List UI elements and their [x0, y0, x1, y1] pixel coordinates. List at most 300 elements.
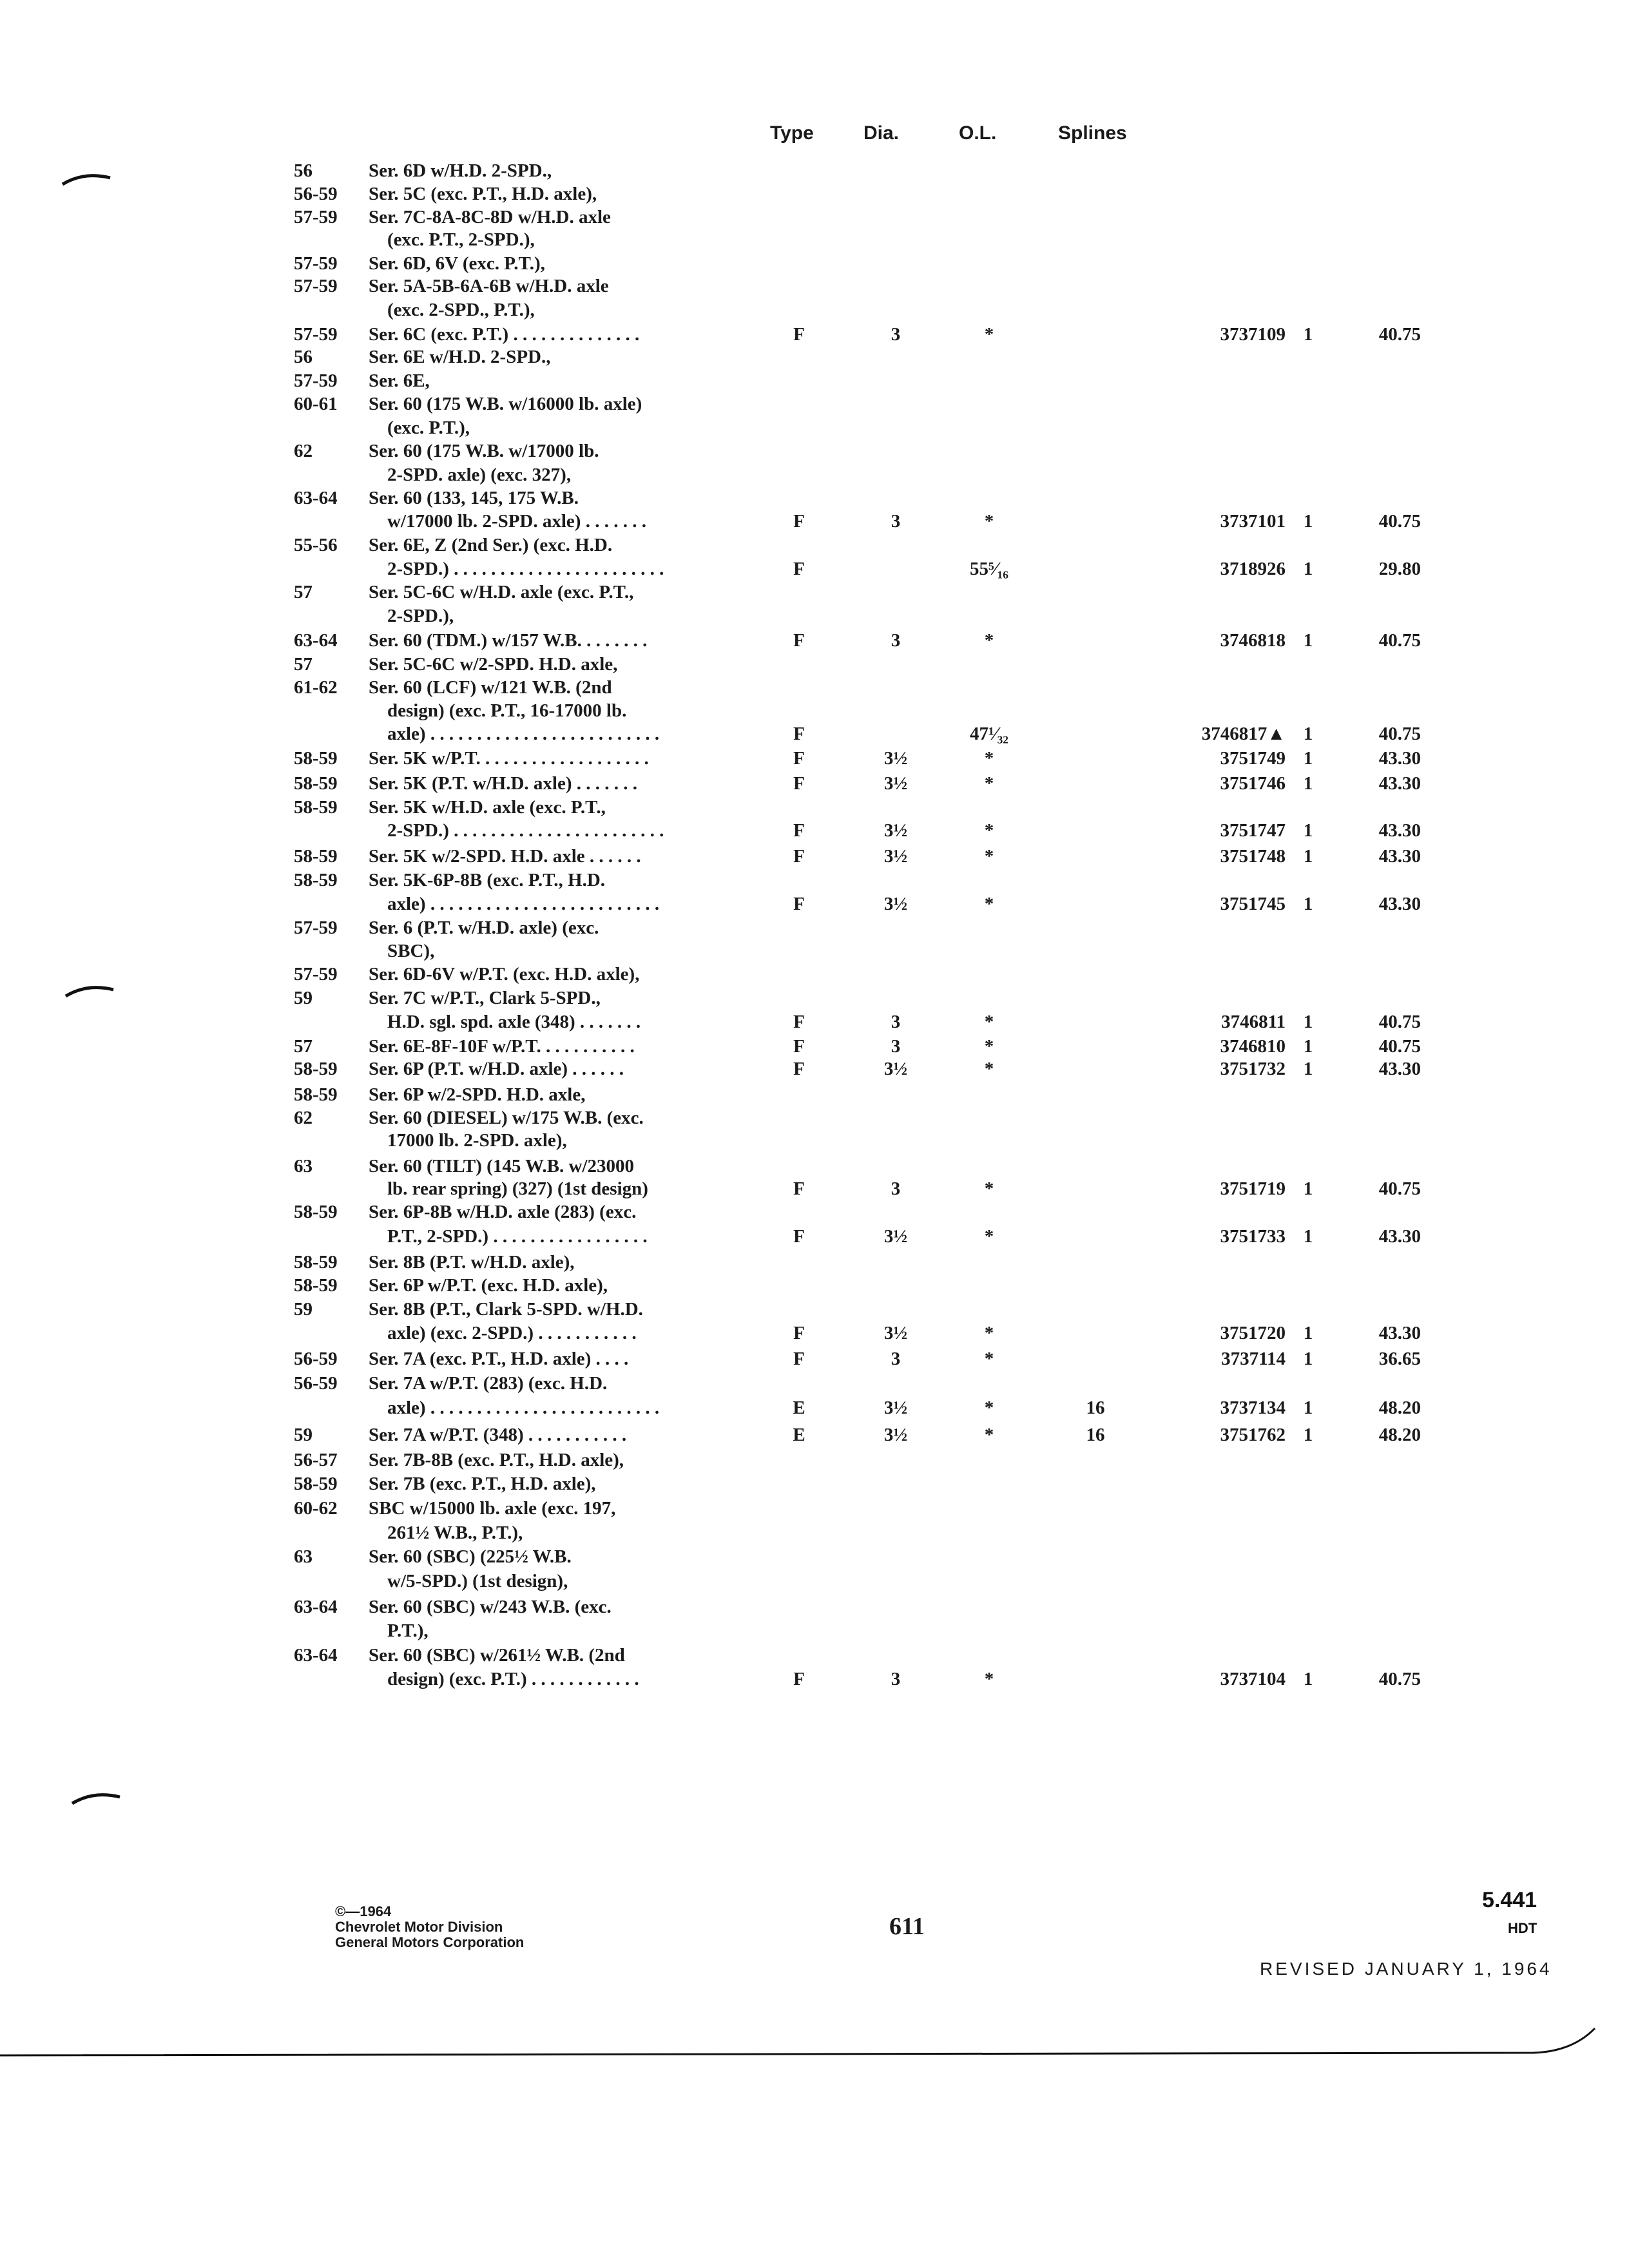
application-description: Ser. 8B (P.T. w/H.D. axle), — [369, 1252, 575, 1273]
price-cell: 40.75 — [1378, 1036, 1421, 1057]
table-row — [0, 1177, 1629, 1201]
corporation-text: General Motors Corporation — [335, 1934, 525, 1950]
application-description: design) (exc. P.T.) . . . . . . . . . . . . — [369, 1669, 639, 1689]
application-description: Ser. 60 (TDM.) w/157 W.B. . . . . . . . — [369, 630, 648, 651]
model-year: 60-61 — [294, 394, 338, 414]
application-description: 17000 lb. 2-SPD. axle), — [369, 1130, 567, 1151]
part-number: 3751720 — [1220, 1323, 1286, 1343]
table-row — [0, 675, 1629, 700]
overall-length-cell: * — [984, 324, 994, 345]
table-row — [0, 322, 1629, 347]
diameter-cell: 3½ — [883, 773, 908, 794]
application-description: Ser. 6P (P.T. w/H.D. axle) . . . . . . — [369, 1059, 624, 1079]
table-row — [0, 1667, 1629, 1691]
model-year: 56 — [294, 347, 313, 367]
application-description: Ser. 7B-8B (exc. P.T., H.D. axle), — [369, 1450, 624, 1470]
type-cell: F — [793, 748, 805, 769]
table-row — [0, 795, 1629, 820]
price-cell: 36.65 — [1378, 1349, 1421, 1369]
price-cell: 40.75 — [1378, 1669, 1421, 1689]
division-text: Chevrolet Motor Division — [335, 1919, 503, 1935]
section-code: HDT — [1508, 1920, 1537, 1936]
model-year: 61-62 — [294, 677, 338, 698]
model-year: 58-59 — [294, 1275, 338, 1296]
part-number: 3737134 — [1220, 1398, 1286, 1418]
model-year: 59 — [294, 988, 313, 1008]
diameter-cell: 3½ — [883, 1059, 908, 1079]
table-row — [0, 1448, 1629, 1472]
table-row — [0, 1521, 1629, 1545]
table-row — [0, 159, 1629, 183]
application-description: P.T., 2-SPD.) . . . . . . . . . . . . . . . . . — [369, 1226, 648, 1247]
table-row — [0, 486, 1629, 510]
table-row — [0, 205, 1629, 229]
part-number: 3751748 — [1220, 846, 1286, 867]
column-header-dia: Dia. — [863, 122, 900, 144]
quantity-cell: 1 — [1303, 1669, 1313, 1689]
overall-length-cell: * — [984, 1323, 994, 1343]
quantity-cell: 1 — [1303, 559, 1313, 579]
model-year: 63 — [294, 1156, 313, 1177]
quantity-cell: 1 — [1303, 846, 1313, 867]
overall-length-cell: * — [984, 894, 994, 914]
overall-length-cell: * — [984, 1178, 994, 1199]
overall-length-cell: 47¹⁄₃₂ — [970, 724, 1008, 744]
application-description: 2-SPD. axle) (exc. 327), — [369, 465, 572, 485]
table-row — [0, 746, 1629, 771]
model-year: 56-59 — [294, 1349, 338, 1369]
application-description: Ser. 6D-6V w/P.T. (exc. H.D. axle), — [369, 964, 640, 985]
type-cell: F — [793, 1036, 805, 1057]
overall-length-cell: * — [984, 1226, 994, 1247]
diameter-cell: 3½ — [883, 1425, 908, 1445]
table-row — [0, 868, 1629, 892]
diameter-cell: 3 — [891, 511, 901, 532]
application-description: (exc. P.T., 2-SPD.), — [369, 229, 535, 250]
application-description: Ser. 7A w/P.T. (348) . . . . . . . . . . . — [369, 1425, 627, 1445]
application-description: Ser. 5K w/H.D. axle (exc. P.T., — [369, 797, 606, 818]
application-description: Ser. 60 (133, 145, 175 W.B. — [369, 488, 579, 508]
table-row — [0, 916, 1629, 940]
overall-length-cell: * — [984, 1036, 994, 1057]
table-row — [0, 604, 1629, 628]
application-description: Ser. 5A-5B-6A-6B w/H.D. axle — [369, 276, 609, 296]
diameter-cell: 3 — [891, 630, 901, 651]
model-year: 63-64 — [294, 488, 338, 508]
table-row — [0, 1472, 1629, 1496]
price-cell: 48.20 — [1378, 1425, 1421, 1445]
copyright-text: ©—1964 — [335, 1903, 392, 1919]
price-cell: 43.30 — [1378, 1059, 1421, 1079]
application-description: (exc. 2-SPD., P.T.), — [369, 300, 535, 320]
table-row — [0, 533, 1629, 557]
table-row — [0, 1250, 1629, 1274]
diameter-cell: 3 — [891, 1669, 901, 1689]
quantity-cell: 1 — [1303, 748, 1313, 769]
model-year: 57-59 — [294, 253, 338, 274]
type-cell: F — [793, 846, 805, 867]
application-description: Ser. 5K (P.T. w/H.D. axle) . . . . . . . — [369, 773, 638, 794]
table-row — [0, 1128, 1629, 1153]
model-year: 58-59 — [294, 1252, 338, 1273]
table-row — [0, 1010, 1629, 1034]
model-year: 57-59 — [294, 324, 338, 345]
price-cell: 40.75 — [1378, 324, 1421, 345]
table-row — [0, 1643, 1629, 1667]
model-year: 58-59 — [294, 1202, 338, 1222]
table-row — [0, 1200, 1629, 1224]
bottom-rule — [0, 2023, 1629, 2062]
application-description: Ser. 60 (SBC) w/243 W.B. (exc. — [369, 1597, 612, 1617]
application-description: design) (exc. P.T., 16-17000 lb. — [369, 700, 627, 721]
price-cell: 43.30 — [1378, 1323, 1421, 1343]
overall-length-cell: * — [984, 630, 994, 651]
type-cell: F — [793, 511, 805, 532]
application-description: lb. rear spring) (327) (1st design) — [369, 1178, 648, 1199]
type-cell: F — [793, 1323, 805, 1343]
table-row — [0, 251, 1629, 276]
diameter-cell: 3½ — [883, 820, 908, 841]
table-row — [0, 1619, 1629, 1643]
application-description: 2-SPD.) . . . . . . . . . . . . . . . . . . . . . . . — [369, 820, 664, 841]
table-row — [0, 274, 1629, 298]
table-row — [0, 416, 1629, 440]
part-number: 3737114 — [1221, 1349, 1286, 1369]
table-row — [0, 1496, 1629, 1521]
diameter-cell: 3½ — [883, 748, 908, 769]
table-row — [0, 771, 1629, 796]
table-row — [0, 844, 1629, 869]
model-year: 58-59 — [294, 1084, 338, 1105]
table-row — [0, 628, 1629, 653]
quantity-cell: 1 — [1303, 1226, 1313, 1247]
quantity-cell: 1 — [1303, 1398, 1313, 1418]
type-cell: F — [793, 820, 805, 841]
table-row — [0, 1321, 1629, 1345]
quantity-cell: 1 — [1303, 773, 1313, 794]
table-row — [0, 1595, 1629, 1619]
application-description: Ser. 5K w/P.T. . . . . . . . . . . . . . . . . . . — [369, 748, 649, 769]
application-description: Ser. 6E, Z (2nd Ser.) (exc. H.D. — [369, 535, 613, 555]
overall-length-cell: * — [984, 511, 994, 532]
application-description: Ser. 6E w/H.D. 2-SPD., — [369, 347, 551, 367]
quantity-cell: 1 — [1303, 1036, 1313, 1057]
model-year: 59 — [294, 1299, 313, 1320]
application-description: Ser. 60 (175 W.B. w/16000 lb. axle) — [369, 394, 642, 414]
table-row — [0, 698, 1629, 723]
model-year: 58-59 — [294, 797, 338, 818]
application-description: Ser. 6P-8B w/H.D. axle (283) (exc. — [369, 1202, 637, 1222]
type-cell: E — [793, 1398, 805, 1418]
diameter-cell: 3 — [891, 1349, 901, 1369]
overall-length-cell: * — [984, 1669, 994, 1689]
table-row — [0, 227, 1629, 252]
table-row — [0, 1082, 1629, 1107]
model-year: 58-59 — [294, 1059, 338, 1079]
part-number: 3751733 — [1220, 1226, 1286, 1247]
quantity-cell: 1 — [1303, 511, 1313, 532]
table-row — [0, 1544, 1629, 1569]
part-number: 3751746 — [1220, 773, 1286, 794]
price-cell: 29.80 — [1378, 559, 1421, 579]
model-year: 58-59 — [294, 870, 338, 890]
table-row — [0, 580, 1629, 604]
overall-length-cell: * — [984, 773, 994, 794]
table-row — [0, 463, 1629, 487]
type-cell: F — [793, 1059, 805, 1079]
price-cell: 40.75 — [1378, 724, 1421, 744]
quantity-cell: 1 — [1303, 1349, 1313, 1369]
type-cell: F — [793, 1669, 805, 1689]
column-header-ol: O.L. — [959, 122, 997, 144]
application-description: 2-SPD.), — [369, 606, 454, 626]
part-number: 3737109 — [1220, 324, 1286, 345]
quantity-cell: 1 — [1303, 1323, 1313, 1343]
column-header-splines: Splines — [1058, 122, 1127, 144]
application-description: Ser. 6 (P.T. w/H.D. axle) (exc. — [369, 918, 599, 938]
part-number: 3751732 — [1220, 1059, 1286, 1079]
type-cell: E — [793, 1425, 805, 1445]
application-description: w/17000 lb. 2-SPD. axle) . . . . . . . — [369, 511, 646, 532]
model-year: 56-57 — [294, 1450, 338, 1470]
model-year: 57-59 — [294, 370, 338, 391]
diameter-cell: 3 — [891, 324, 901, 345]
diameter-cell: 3½ — [883, 846, 908, 867]
model-year: 57 — [294, 654, 313, 675]
splines-cell: 16 — [1086, 1425, 1105, 1445]
application-description: axle) . . . . . . . . . . . . . . . . . . . . . . . . . — [369, 894, 660, 914]
part-number: 3751749 — [1220, 748, 1286, 769]
part-number: 3746810 — [1220, 1036, 1286, 1057]
diameter-cell: 3 — [891, 1012, 901, 1032]
quantity-cell: 1 — [1303, 1178, 1313, 1199]
application-description: Ser. 5C-6C w/H.D. axle (exc. P.T., — [369, 582, 634, 602]
quantity-cell: 1 — [1303, 1425, 1313, 1445]
model-year: 57-59 — [294, 207, 338, 227]
price-cell: 40.75 — [1378, 1178, 1421, 1199]
model-year: 63 — [294, 1546, 313, 1567]
application-description: SBC), — [369, 941, 435, 961]
model-year: 63-64 — [294, 1597, 338, 1617]
model-year: 55-56 — [294, 535, 338, 555]
application-description: H.D. sgl. spd. axle (348) . . . . . . . — [369, 1012, 641, 1032]
application-description: Ser. 7C w/P.T., Clark 5-SPD., — [369, 988, 601, 1008]
model-year: 56 — [294, 160, 313, 181]
application-description: Ser. 6E, — [369, 370, 430, 391]
model-year: 58-59 — [294, 1474, 338, 1494]
column-header-type: Type — [770, 122, 814, 144]
diameter-cell: 3 — [891, 1178, 901, 1199]
application-description: Ser. 5C (exc. P.T., H.D. axle), — [369, 184, 597, 204]
model-year: 63-64 — [294, 630, 338, 651]
part-number: 3737104 — [1220, 1669, 1286, 1689]
application-description: Ser. 60 (SBC) w/261½ W.B. (2nd — [369, 1645, 625, 1666]
part-number: 3746811 — [1221, 1012, 1286, 1032]
application-description: Ser. 6P w/2-SPD. H.D. axle, — [369, 1084, 586, 1105]
application-description: P.T.), — [369, 1620, 429, 1641]
table-row — [0, 439, 1629, 463]
table-row — [0, 1569, 1629, 1593]
publisher-block — [335, 1904, 524, 1950]
table-row — [0, 182, 1629, 206]
type-cell: F — [793, 1226, 805, 1247]
model-year: 62 — [294, 1108, 313, 1128]
application-description: 2-SPD.) . . . . . . . . . . . . . . . . . . . . . . . — [369, 559, 664, 579]
application-description: SBC w/15000 lb. axle (exc. 197, — [369, 1498, 616, 1519]
quantity-cell: 1 — [1303, 1012, 1313, 1032]
quantity-cell: 1 — [1303, 820, 1313, 841]
model-year: 58-59 — [294, 846, 338, 867]
overall-length-cell: * — [984, 820, 994, 841]
price-cell: 43.30 — [1378, 773, 1421, 794]
overall-length-cell: * — [984, 1349, 994, 1369]
type-cell: F — [793, 894, 805, 914]
price-cell: 40.75 — [1378, 511, 1421, 532]
table-row — [0, 1034, 1629, 1059]
part-number: 3746818 — [1220, 630, 1286, 651]
application-description: Ser. 6D w/H.D. 2-SPD., — [369, 160, 552, 181]
splines-cell: 16 — [1086, 1398, 1105, 1418]
part-number: 3751762 — [1220, 1425, 1286, 1445]
table-row — [0, 1297, 1629, 1321]
table-row — [0, 939, 1629, 963]
type-cell: F — [793, 1349, 805, 1369]
overall-length-cell: * — [984, 846, 994, 867]
table-row — [0, 1347, 1629, 1371]
table-row — [0, 818, 1629, 843]
part-number: 3751747 — [1220, 820, 1286, 841]
page-number: 611 — [889, 1913, 925, 1940]
table-row — [0, 1106, 1629, 1130]
type-cell: F — [793, 324, 805, 345]
model-year: 57-59 — [294, 964, 338, 985]
application-description: Ser. 7C-8A-8C-8D w/H.D. axle — [369, 207, 611, 227]
application-description: Ser. 60 (LCF) w/121 W.B. (2nd — [369, 677, 612, 698]
diameter-cell: 3½ — [883, 1398, 908, 1418]
application-description: Ser. 7B (exc. P.T., H.D. axle), — [369, 1474, 596, 1494]
application-description: Ser. 60 (SBC) (225½ W.B. — [369, 1546, 572, 1567]
table-row — [0, 1154, 1629, 1178]
overall-length-cell: * — [984, 1398, 994, 1418]
table-row — [0, 557, 1629, 581]
part-number: 3751745 — [1220, 894, 1286, 914]
application-description: Ser. 60 (TILT) (145 W.B. w/23000 — [369, 1156, 634, 1177]
overall-length-cell: * — [984, 748, 994, 769]
price-cell: 43.30 — [1378, 748, 1421, 769]
model-year: 63-64 — [294, 1645, 338, 1666]
overall-length-cell: * — [984, 1012, 994, 1032]
type-cell: F — [793, 1012, 805, 1032]
part-number: 3751719 — [1220, 1178, 1286, 1199]
table-row — [0, 962, 1629, 986]
punch-mark-bottom — [71, 1788, 122, 1807]
table-row — [0, 298, 1629, 322]
table-row — [0, 892, 1629, 916]
application-description: w/5-SPD.) (1st design), — [369, 1571, 568, 1591]
type-cell: F — [793, 630, 805, 651]
application-description: Ser. 6C (exc. P.T.) . . . . . . . . . . . . . . — [369, 324, 640, 345]
price-cell: 43.30 — [1378, 820, 1421, 841]
model-year: 62 — [294, 441, 313, 461]
quantity-cell: 1 — [1303, 894, 1313, 914]
model-year: 56-59 — [294, 184, 338, 204]
part-number: 3718926 — [1220, 559, 1286, 579]
model-year: 58-59 — [294, 773, 338, 794]
model-year: 60-62 — [294, 1498, 338, 1519]
application-description: axle) (exc. 2-SPD.) . . . . . . . . . . . — [369, 1323, 637, 1343]
application-description: Ser. 6D, 6V (exc. P.T.), — [369, 253, 545, 274]
quantity-cell: 1 — [1303, 724, 1313, 744]
application-description: Ser. 7A w/P.T. (283) (exc. H.D. — [369, 1373, 608, 1394]
type-cell: F — [793, 1178, 805, 1199]
section-number: 5.441 — [1482, 1888, 1537, 1912]
overall-length-cell: * — [984, 1425, 994, 1445]
application-description: 261½ W.B., P.T.), — [369, 1523, 523, 1543]
application-description: axle) . . . . . . . . . . . . . . . . . . . . . . . . . — [369, 1398, 660, 1418]
type-cell: F — [793, 724, 805, 744]
model-year: 57 — [294, 582, 313, 602]
diameter-cell: 3½ — [883, 1323, 908, 1343]
application-description: Ser. 5K-6P-8B (exc. P.T., H.D. — [369, 870, 606, 890]
price-cell: 48.20 — [1378, 1398, 1421, 1418]
application-description: Ser. 7A (exc. P.T., H.D. axle) . . . . — [369, 1349, 629, 1369]
price-cell: 43.30 — [1378, 846, 1421, 867]
overall-length-cell: * — [984, 1059, 994, 1079]
type-cell: F — [793, 773, 805, 794]
diameter-cell: 3 — [891, 1036, 901, 1057]
model-year: 57-59 — [294, 276, 338, 296]
quantity-cell: 1 — [1303, 324, 1313, 345]
part-number: 3737101 — [1220, 511, 1286, 532]
table-row — [0, 986, 1629, 1010]
table-row — [0, 509, 1629, 533]
application-description: Ser. 60 (DIESEL) w/175 W.B. (exc. — [369, 1108, 644, 1128]
application-description: axle) . . . . . . . . . . . . . . . . . . . . . . . . . — [369, 724, 660, 744]
diameter-cell: 3½ — [883, 894, 908, 914]
price-cell: 40.75 — [1378, 1012, 1421, 1032]
revised-date: REVISED JANUARY 1, 1964 — [1260, 1959, 1552, 1979]
application-description: Ser. 60 (175 W.B. w/17000 lb. — [369, 441, 599, 461]
quantity-cell: 1 — [1303, 1059, 1313, 1079]
application-description: Ser. 5C-6C w/2-SPD. H.D. axle, — [369, 654, 618, 675]
application-description: Ser. 6E-8F-10F w/P.T. . . . . . . . . . . — [369, 1036, 635, 1057]
table-row — [0, 1371, 1629, 1396]
price-cell: 43.30 — [1378, 1226, 1421, 1247]
type-cell: F — [793, 559, 805, 579]
quantity-cell: 1 — [1303, 630, 1313, 651]
application-description: (exc. P.T.), — [369, 418, 470, 438]
table-row — [0, 1224, 1629, 1249]
table-row — [0, 652, 1629, 677]
application-description: Ser. 6P w/P.T. (exc. H.D. axle), — [369, 1275, 608, 1296]
model-year: 59 — [294, 1425, 313, 1445]
application-description: Ser. 8B (P.T., Clark 5-SPD. w/H.D. — [369, 1299, 643, 1320]
price-cell: 43.30 — [1378, 894, 1421, 914]
overall-length-cell: 55⁵⁄₁₆ — [970, 559, 1008, 579]
model-year: 57 — [294, 1036, 313, 1057]
table-row — [0, 345, 1629, 369]
table-row — [0, 1396, 1629, 1420]
table-row — [0, 1057, 1629, 1081]
application-description: Ser. 5K w/2-SPD. H.D. axle . . . . . . — [369, 846, 641, 867]
diameter-cell: 3½ — [883, 1226, 908, 1247]
model-year: 57-59 — [294, 918, 338, 938]
table-row — [0, 369, 1629, 393]
part-number: 3746817▲ — [1201, 724, 1286, 744]
table-row — [0, 1273, 1629, 1298]
table-row — [0, 722, 1629, 746]
model-year: 56-59 — [294, 1373, 338, 1394]
